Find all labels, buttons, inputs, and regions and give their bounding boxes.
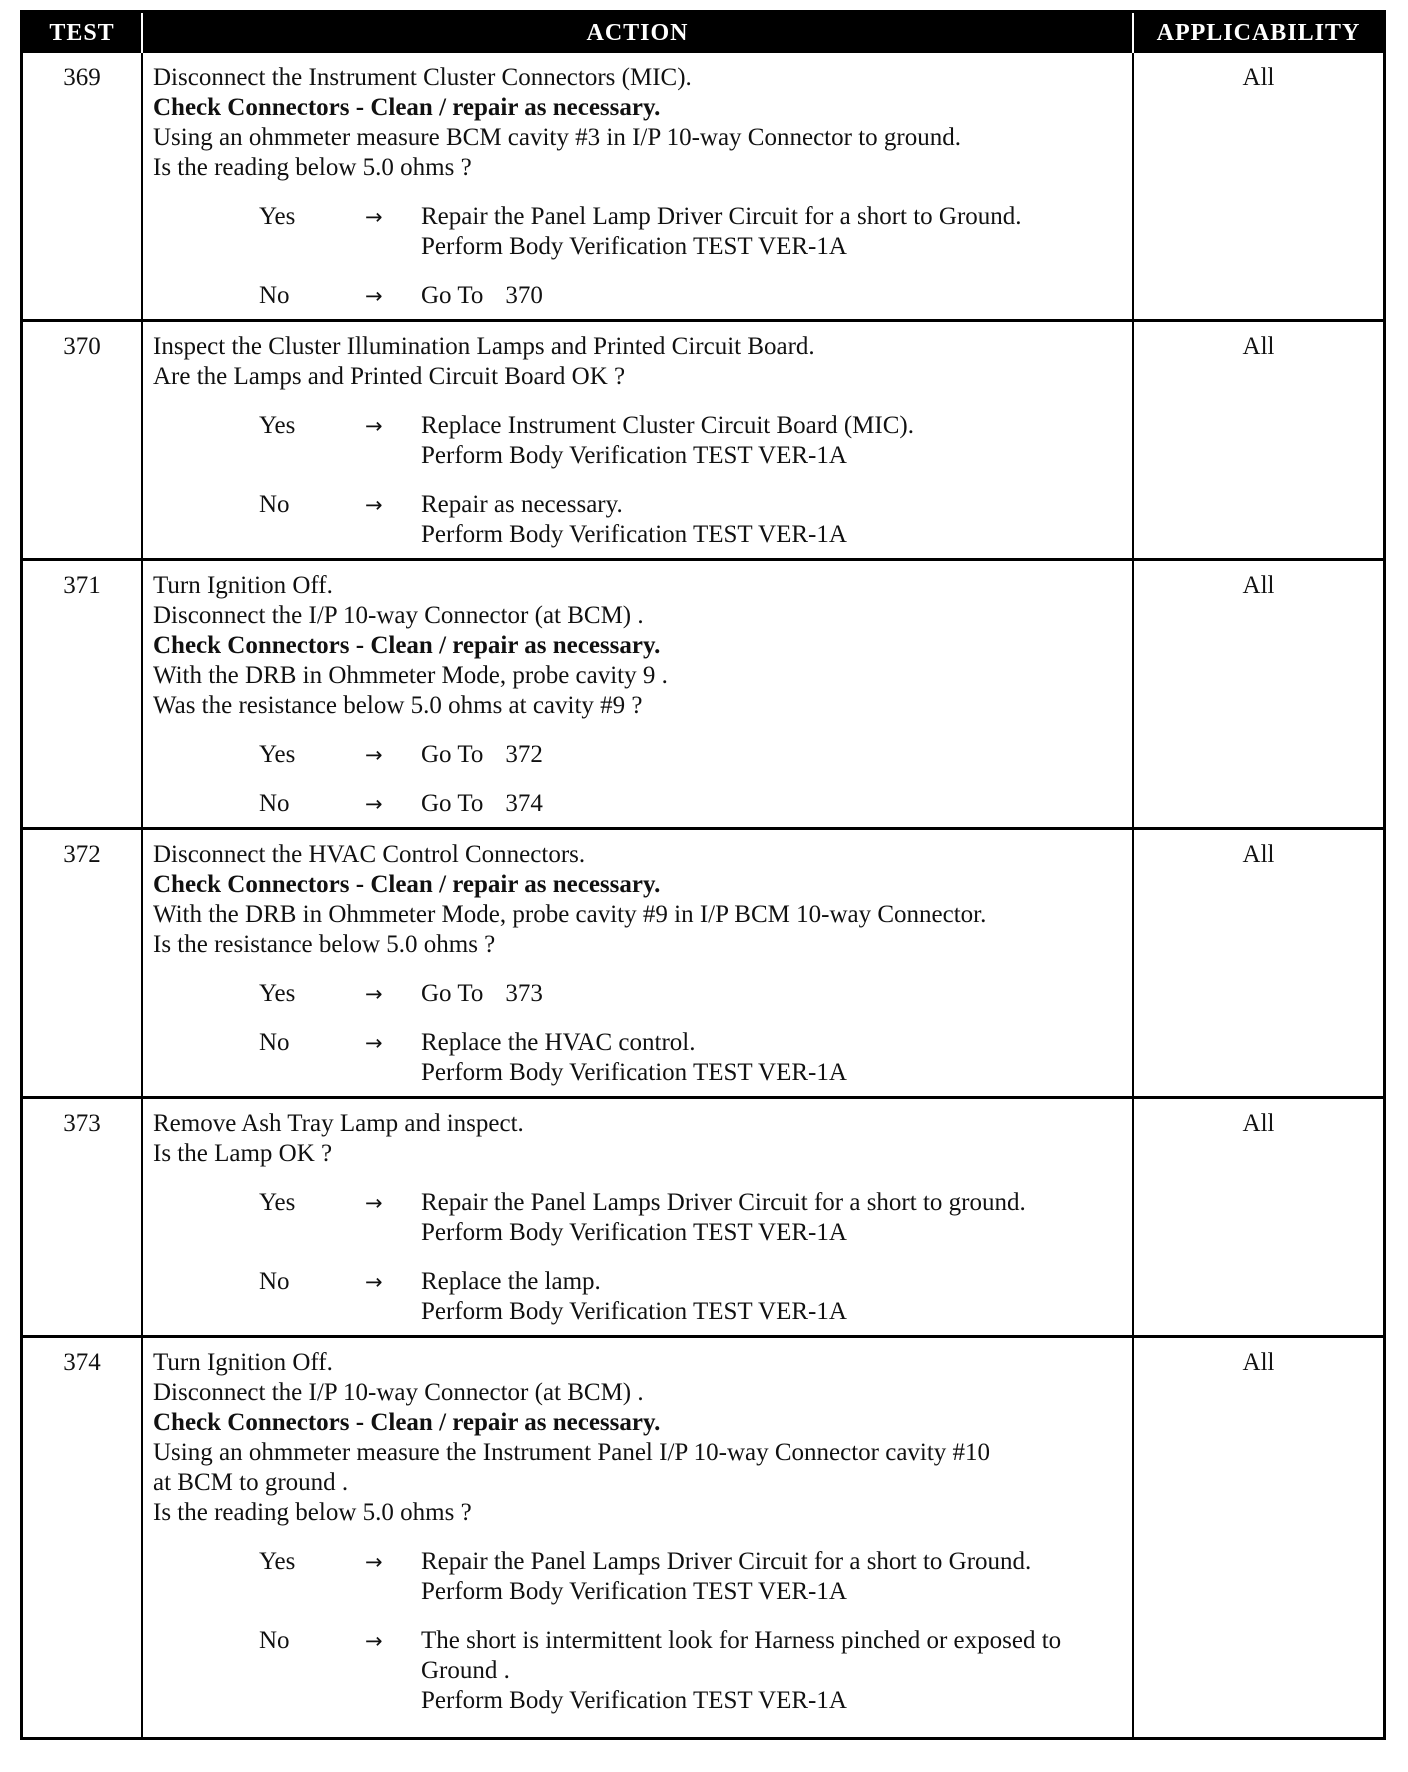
header-test: TEST <box>23 13 142 53</box>
applicability-value: All <box>1133 1337 1383 1738</box>
test-row-372 <box>23 829 1383 1098</box>
no-result <box>421 490 1124 550</box>
yes-branch <box>153 1547 1124 1607</box>
test-row-371 <box>23 560 1383 829</box>
result-line: Repair the Panel Lamps Driver Circuit for a short to ground. <box>421 1189 1026 1216</box>
arrow-right-icon: → <box>365 284 383 308</box>
yes-label: Yes <box>259 980 296 1007</box>
no-label: No <box>259 1627 290 1654</box>
arrow-right-icon: → <box>365 205 383 229</box>
goto-test-number: 372 <box>505 741 543 768</box>
action-line: Disconnect the I/P 10-way Connector (at BCM) . <box>153 602 644 629</box>
test-row-369 <box>23 53 1383 321</box>
test-number: 369 <box>23 53 142 321</box>
yes-branch <box>153 740 1124 770</box>
yes-branch <box>153 979 1124 1009</box>
result-line: Perform Body Verification TEST VER-1A <box>421 1059 847 1086</box>
result-line: Perform Body Verification TEST VER-1A <box>421 1298 847 1325</box>
no-label: No <box>259 282 290 309</box>
arrow-right-icon: → <box>365 493 383 517</box>
applicability-value: All <box>1133 560 1383 829</box>
action-line-bold: Check Connectors - Clean / repair as necessary. <box>153 1409 661 1436</box>
header-row <box>23 13 1383 53</box>
arrow-right-icon: → <box>365 1031 383 1055</box>
goto-text: Go To <box>421 741 484 768</box>
result-line: Replace the HVAC control. <box>421 1029 696 1056</box>
no-result <box>421 1267 1124 1327</box>
yes-branch <box>153 411 1124 471</box>
test-grid <box>23 13 1383 1737</box>
arrow-right-icon: → <box>365 1629 383 1653</box>
no-result <box>421 1028 1124 1088</box>
arrow-right-icon: → <box>365 1550 383 1574</box>
test-row-370 <box>23 321 1383 560</box>
action-line: at BCM to ground . <box>153 1469 349 1496</box>
action-line: With the DRB in Ohmmeter Mode, probe cavity 9 . <box>153 662 668 689</box>
action-line: Inspect the Cluster Illumination Lamps and Printed Circuit Board. <box>153 333 815 360</box>
action-cell <box>142 321 1133 560</box>
no-label: No <box>259 1268 290 1295</box>
no-label: No <box>259 790 290 817</box>
no-result <box>421 1626 1124 1716</box>
arrow-right-icon: → <box>365 743 383 767</box>
goto-test-number: 370 <box>505 282 543 309</box>
action-line: Disconnect the I/P 10-way Connector (at BCM) . <box>153 1379 644 1406</box>
action-cell <box>142 1098 1133 1337</box>
action-line: Is the reading below 5.0 ohms ? <box>153 154 472 181</box>
action-line: Is the Lamp OK ? <box>153 1140 333 1167</box>
result-line: Repair the Panel Lamps Driver Circuit for a short to Ground. <box>421 1548 1032 1575</box>
arrow-right-icon: → <box>365 792 383 816</box>
no-result <box>421 281 1124 311</box>
action-line-bold: Check Connectors - Clean / repair as necessary. <box>153 871 661 898</box>
test-number: 372 <box>23 829 142 1098</box>
yes-label: Yes <box>259 203 296 230</box>
goto-test-number: 373 <box>505 980 543 1007</box>
test-row-374 <box>23 1337 1383 1738</box>
action-cell <box>142 829 1133 1098</box>
action-line: Remove Ash Tray Lamp and inspect. <box>153 1110 524 1137</box>
result-line: Perform Body Verification TEST VER-1A <box>421 521 847 548</box>
result-line: Perform Body Verification TEST VER-1A <box>421 233 847 260</box>
action-line: Is the resistance below 5.0 ohms ? <box>153 931 496 958</box>
arrow-right-icon: → <box>365 982 383 1006</box>
result-line: Ground . <box>421 1657 510 1684</box>
no-result <box>421 789 1124 819</box>
goto-text: Go To <box>421 282 484 309</box>
result-line: The short is intermittent look for Harness pinched or exposed to <box>421 1627 1062 1654</box>
action-line: With the DRB in Ohmmeter Mode, probe cavity #9 in I/P BCM 10-way Connector. <box>153 901 987 928</box>
result-line: Repair the Panel Lamp Driver Circuit for a short to Ground. <box>421 203 1022 230</box>
yes-result <box>421 411 1124 471</box>
goto-text: Go To <box>421 790 484 817</box>
action-line: Turn Ignition Off. <box>153 572 333 599</box>
no-branch <box>153 1267 1124 1327</box>
arrow-right-icon: → <box>365 414 383 438</box>
applicability-value: All <box>1133 1098 1383 1337</box>
action-line-bold: Check Connectors - Clean / repair as necessary. <box>153 632 661 659</box>
result-line: Repair as necessary. <box>421 491 623 518</box>
action-cell <box>142 1337 1133 1738</box>
yes-label: Yes <box>259 412 296 439</box>
applicability-value: All <box>1242 64 1275 91</box>
yes-branch <box>153 202 1124 262</box>
yes-result <box>421 740 1124 770</box>
result-line: Perform Body Verification TEST VER-1A <box>421 1578 847 1605</box>
test-number: 374 <box>23 1337 142 1738</box>
diagnostic-test-table <box>20 10 1386 1740</box>
action-line: Are the Lamps and Printed Circuit Board OK ? <box>153 363 626 390</box>
action-line: Turn Ignition Off. <box>153 1349 333 1376</box>
goto-test-number: 374 <box>505 790 543 817</box>
result-line: Perform Body Verification TEST VER-1A <box>421 442 847 469</box>
applicability-value: All <box>1133 829 1383 1098</box>
action-line: Disconnect the Instrument Cluster Connectors (MIC). <box>153 64 692 91</box>
yes-result <box>421 1547 1124 1607</box>
action-line: Disconnect the HVAC Control Connectors. <box>153 841 586 868</box>
yes-result <box>421 202 1124 262</box>
yes-result <box>421 1188 1124 1248</box>
no-label: No <box>259 1029 290 1056</box>
header-action: ACTION <box>142 13 1133 53</box>
no-branch <box>153 490 1124 550</box>
test-number: 373 <box>23 1098 142 1337</box>
no-branch <box>153 281 1124 311</box>
applicability-value: All <box>1133 321 1383 560</box>
arrow-right-icon: → <box>365 1270 383 1294</box>
action-line-bold: Check Connectors - Clean / repair as necessary. <box>153 94 661 121</box>
result-line: Perform Body Verification TEST VER-1A <box>421 1219 847 1246</box>
no-branch <box>153 789 1124 819</box>
action-line: Using an ohmmeter measure BCM cavity #3 in I/P 10-way Connector to ground. <box>153 124 961 151</box>
test-row-373 <box>23 1098 1383 1337</box>
header-applicability: APPLICABILITY <box>1133 13 1383 53</box>
yes-label: Yes <box>259 741 296 768</box>
result-line: Perform Body Verification TEST VER-1A <box>421 1687 847 1714</box>
yes-label: Yes <box>259 1548 296 1575</box>
goto-text: Go To <box>421 980 484 1007</box>
action-line: Was the resistance below 5.0 ohms at cavity #9 ? <box>153 692 643 719</box>
test-number: 371 <box>23 560 142 829</box>
action-cell <box>142 560 1133 829</box>
test-number: 370 <box>23 321 142 560</box>
result-line: Replace the lamp. <box>421 1268 601 1295</box>
no-branch <box>153 1028 1124 1088</box>
yes-result <box>421 979 1124 1009</box>
result-line: Replace Instrument Cluster Circuit Board (MIC). <box>421 412 914 439</box>
no-label: No <box>259 491 290 518</box>
action-line: Is the reading below 5.0 ohms ? <box>153 1499 472 1526</box>
yes-label: Yes <box>259 1189 296 1216</box>
table-header <box>23 13 1383 53</box>
arrow-right-icon: → <box>365 1191 383 1215</box>
action-cell <box>142 53 1133 321</box>
yes-branch <box>153 1188 1124 1248</box>
action-line: Using an ohmmeter measure the Instrument Panel I/P 10-way Connector cavity #10 <box>153 1439 991 1466</box>
no-branch <box>153 1626 1124 1716</box>
table-body <box>23 53 1383 1737</box>
